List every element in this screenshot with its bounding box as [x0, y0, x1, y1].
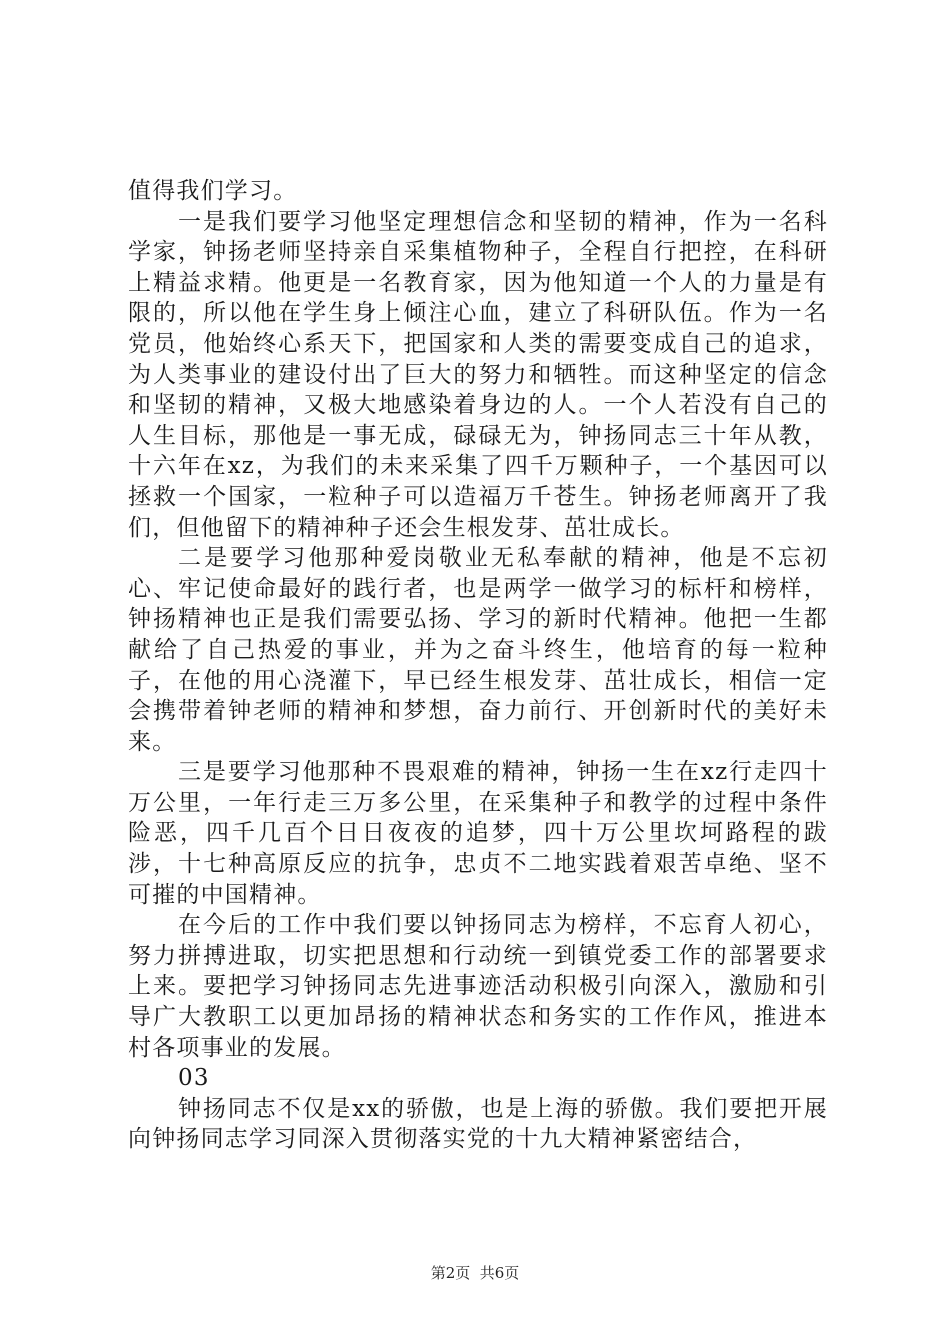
page-number: 第2页 共6页	[430, 1264, 520, 1282]
paragraph-section-03: 钟扬同志不仅是xx的骄傲，也是上海的骄傲。我们要把开展向钟扬同志学习同深入贯彻落实党的十九大精神紧密结合，	[128, 1095, 828, 1153]
paragraph-second-point: 二是要学习他那种爱岗敬业无私奉献的精神，他是不忘初心、牢记使命最好的践行者，也是两学一做学习的标杆和榜样，钟扬精神也正是我们需要弘扬、学习的新时代精神。他把一生都献给了自己热爱的事业，并为之奋斗终生，他培育的每一粒种子，在他的用心浇灌下，早已经生根发芽、茁壮成长，相信一定会携带着钟老师的精神和梦想，奋力前行、开创新时代的美好未来。	[128, 545, 828, 755]
page-footer	[0, 1262, 950, 1283]
paragraph-third-point: 三是要学习他那种不畏艰难的精神，钟扬一生在xz行走四十万公里，一年行走三万多公里，在采集种子和教学的过程中条件险恶，四千几百个日日夜夜的追梦，四十万公里坎坷路程的跋涉，十七种高原反应的抗争，忠贞不二地实践着艰苦卓绝、坚不可摧的中国精神。	[128, 759, 828, 908]
document-body	[128, 176, 828, 1155]
paragraph-first-point: 一是我们要学习他坚定理想信念和坚韧的精神，作为一名科学家，钟扬老师坚持亲自采集植物种子，全程自行把控，在科研上精益求精。他更是一名教育家，因为他知道一个人的力量是有限的，所以他在学生身上倾注心血，建立了科研队伍。作为一名党员，他始终心系天下，把国家和人类的需要变成自己的追求，为人类事业的建设付出了巨大的努力和牺牲。而这种坚定的信念和坚韧的精神，又极大地感染着身边的人。一个人若没有自己的人生目标，那他是一事无成，碌碌无为，钟扬同志三十年从教，十六年在xz，为我们的未来采集了四千万颗种子，一个基因可以拯救一个国家，一粒种子可以造福万千苍生。钟扬老师离开了我们，但他留下的精神种子还会生根发芽、茁壮成长。	[128, 208, 828, 541]
paragraph-conclusion: 在今后的工作中我们要以钟扬同志为榜样，不忘育人初心，努力拼搏进取，切实把思想和行动统一到镇党委工作的部署要求上来。要把学习钟扬同志先进事迹活动积极引向深入，激励和引导广大教职工以更加昂扬的精神状态和务实的工作作风，推进本村各项事业的发展。	[128, 912, 828, 1061]
paragraph-continuation: 值得我们学习。	[128, 178, 298, 204]
section-number: 03	[178, 1065, 210, 1092]
